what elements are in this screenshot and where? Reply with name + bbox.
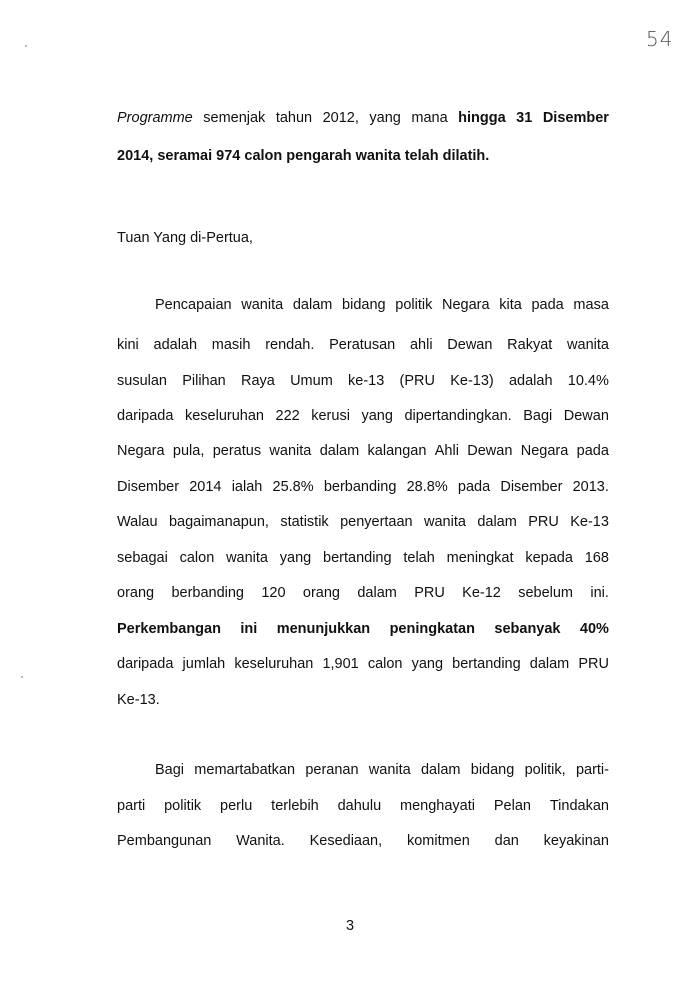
- word: politik,: [524, 762, 566, 778]
- word: kini: [117, 337, 139, 353]
- word: parti: [117, 798, 146, 814]
- word: wanita: [368, 762, 411, 778]
- text-line: [117, 798, 609, 815]
- word: yang: [279, 550, 312, 566]
- word: telah: [403, 550, 435, 566]
- word: Disember: [542, 110, 609, 126]
- word: Walau: [117, 514, 158, 530]
- word: 2012,: [322, 110, 359, 126]
- word: 120: [261, 585, 286, 601]
- word: statistik: [280, 514, 329, 530]
- word: keyakinan: [543, 833, 609, 849]
- word: Programme: [117, 110, 193, 126]
- word: Rakyat: [507, 337, 553, 353]
- word: peningkatan: [389, 621, 475, 637]
- word: memartabatkan: [194, 762, 296, 778]
- word: bertanding: [452, 656, 521, 672]
- word: dalam: [477, 514, 517, 530]
- word: Perkembangan: [117, 621, 221, 637]
- word: orang: [117, 585, 155, 601]
- word: 1,901: [322, 656, 359, 672]
- word: adalah: [508, 373, 553, 389]
- word: kerusi: [311, 408, 350, 424]
- word: yang: [369, 110, 401, 126]
- word: Ke-13): [450, 373, 494, 389]
- word: pula,: [172, 443, 205, 459]
- word: keseluruhan: [184, 408, 264, 424]
- word: tahun: [275, 110, 313, 126]
- word: Negara: [442, 297, 490, 313]
- word: pada: [576, 443, 609, 459]
- word: penyertaan: [340, 514, 413, 530]
- word: rendah.: [265, 337, 315, 353]
- word: adalah: [153, 337, 198, 353]
- word: Disember: [117, 479, 180, 495]
- word: orang: [302, 585, 340, 601]
- word: 10.4%: [567, 373, 609, 389]
- word: sebanyak: [494, 621, 561, 637]
- word: sebelum: [518, 585, 574, 601]
- word: dahulu: [337, 798, 382, 814]
- word: Tindakan: [549, 798, 609, 814]
- word: peratus: [212, 443, 262, 459]
- word: kepada: [525, 550, 573, 566]
- word: Dewan: [447, 337, 493, 353]
- word: menunjukkan: [276, 621, 371, 637]
- text-line: [117, 550, 609, 567]
- scan-speck: [25, 45, 27, 47]
- word: Ke-12: [462, 585, 501, 601]
- word: kalangan: [367, 443, 427, 459]
- word: masa: [573, 297, 609, 313]
- word: ini: [240, 621, 258, 637]
- word: 222: [275, 408, 300, 424]
- word: ini.: [590, 585, 609, 601]
- text-line: [117, 656, 609, 673]
- word: terlebih: [271, 798, 319, 814]
- text-segment: Tuan Yang di-Pertua,: [117, 230, 253, 246]
- word: komitmen: [406, 833, 470, 849]
- word: dalam: [420, 762, 461, 778]
- word: 2014: [189, 479, 222, 495]
- word: perlu: [220, 798, 253, 814]
- word: Pembangunan: [117, 833, 212, 849]
- word: Wanita.: [236, 833, 285, 849]
- word: yang: [361, 408, 393, 424]
- word: Raya: [240, 373, 275, 389]
- word: parti-: [575, 762, 609, 778]
- word: 2013.: [572, 479, 609, 495]
- word: bidang: [342, 297, 386, 313]
- word: ialah: [231, 479, 263, 495]
- text-line: [117, 621, 609, 638]
- word: dalam: [529, 656, 570, 672]
- word: politik: [395, 297, 433, 313]
- word: Negara: [520, 443, 569, 459]
- word: sebagai: [117, 550, 168, 566]
- word: daripada: [117, 408, 174, 424]
- text-line: Ke-13.: [117, 692, 160, 708]
- word: (PRU: [399, 373, 435, 389]
- word: Umum: [290, 373, 333, 389]
- word: Ahli: [434, 443, 459, 459]
- word: Peratusan: [329, 337, 396, 353]
- word: pada: [457, 479, 491, 495]
- word: dipertandingkan.: [404, 408, 512, 424]
- text-line: [117, 443, 609, 460]
- word: dalam: [292, 297, 333, 313]
- word: Kesediaan,: [309, 833, 383, 849]
- word: Negara: [117, 443, 165, 459]
- text-line: [117, 833, 609, 850]
- word: wanita: [269, 443, 312, 459]
- word: berbanding: [171, 585, 245, 601]
- word: Pilihan: [182, 373, 226, 389]
- word: 168: [584, 550, 609, 566]
- word: PRU: [414, 585, 445, 601]
- word: wanita: [424, 514, 466, 530]
- word: pada: [531, 297, 564, 313]
- word: meningkat: [446, 550, 514, 566]
- word: calon: [367, 656, 403, 672]
- word: susulan: [117, 373, 167, 389]
- text-line: [117, 337, 609, 354]
- text-line: [117, 479, 609, 496]
- text-line: [117, 408, 609, 425]
- word: bidang: [470, 762, 515, 778]
- word: Bagi: [523, 408, 553, 424]
- word: ke-13: [348, 373, 385, 389]
- word: Pencapaian: [155, 297, 232, 313]
- text-line: [117, 373, 609, 390]
- word: 28.8%: [406, 479, 448, 495]
- word: daripada: [117, 656, 174, 672]
- word: PRU: [528, 514, 559, 530]
- word: politik: [164, 798, 202, 814]
- word: 40%: [579, 621, 609, 637]
- word: calon: [179, 550, 215, 566]
- word: wanita: [567, 337, 609, 353]
- word: bagaimanapun,: [168, 514, 269, 530]
- word: Disember: [500, 479, 563, 495]
- word: wanita: [241, 297, 284, 313]
- word: 25.8%: [272, 479, 314, 495]
- text-line: [155, 762, 609, 779]
- word: dalam: [319, 443, 360, 459]
- text-line: [117, 514, 609, 531]
- text-line: [117, 230, 609, 247]
- text-line: [155, 297, 609, 314]
- word: menghayati: [400, 798, 475, 814]
- handwritten-page-number: 54: [646, 27, 674, 51]
- word: ahli: [409, 337, 433, 353]
- word: Bagi: [155, 762, 185, 778]
- word: wanita: [226, 550, 268, 566]
- word: berbanding: [323, 479, 397, 495]
- page-number: 3: [345, 918, 355, 934]
- word: keseluruhan: [234, 656, 314, 672]
- word: Dewan: [467, 443, 513, 459]
- word: 31: [516, 110, 533, 126]
- text-line: [117, 585, 609, 602]
- word: kita: [499, 297, 522, 313]
- word: dalam: [357, 585, 397, 601]
- text-line: [117, 148, 609, 165]
- word: Dewan: [563, 408, 609, 424]
- word: hingga: [458, 110, 506, 126]
- scan-speck: [21, 676, 23, 678]
- word: mana: [411, 110, 448, 126]
- word: Pelan: [493, 798, 531, 814]
- word: Ke-13: [570, 514, 609, 530]
- word: masih: [211, 337, 251, 353]
- word: PRU: [578, 656, 609, 672]
- text-segment: 2014, seramai 974 calon pengarah wanita telah dilatih.: [117, 148, 490, 164]
- word: jumlah: [182, 656, 226, 672]
- word: bertanding: [323, 550, 392, 566]
- word: semenjak: [203, 110, 266, 126]
- word: yang: [411, 656, 444, 672]
- word: peranan: [305, 762, 359, 778]
- text-line: [117, 110, 609, 127]
- word: dan: [494, 833, 519, 849]
